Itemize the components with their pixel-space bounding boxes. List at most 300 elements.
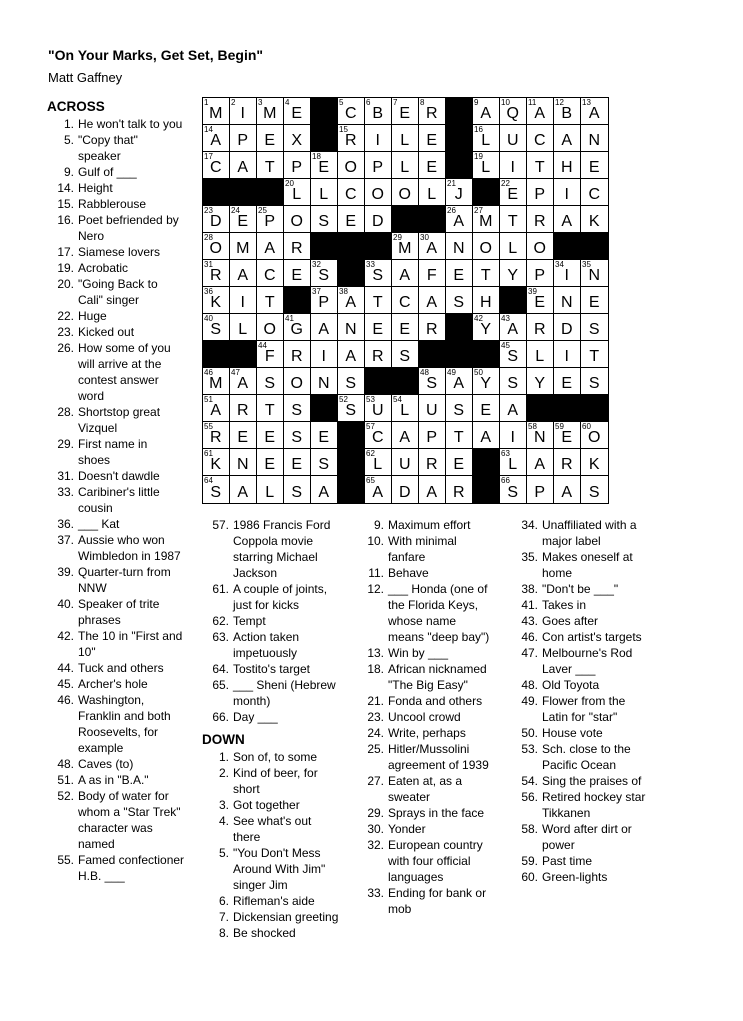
down-clue: [357, 581, 512, 645]
grid-cell[interactable]: [527, 422, 554, 449]
grid-cell[interactable]: [284, 368, 311, 395]
cell-letter: S: [264, 375, 276, 392]
cell-number: 29: [393, 233, 402, 242]
cell-letter: M: [236, 240, 250, 257]
down-clue: [202, 765, 357, 797]
clue-number: 40.: [57, 597, 74, 611]
grid-cell[interactable]: [419, 98, 446, 125]
grid-cell[interactable]: [554, 152, 581, 179]
black-square: [473, 476, 500, 503]
grid-cell[interactable]: [203, 395, 230, 422]
grid-cell[interactable]: [365, 314, 392, 341]
cell-letter: O: [371, 186, 385, 203]
grid-cell[interactable]: [554, 179, 581, 206]
grid-cell[interactable]: [230, 368, 257, 395]
grid-cell[interactable]: [473, 314, 500, 341]
cell-letter: O: [344, 159, 358, 176]
grid-cell[interactable]: [203, 125, 230, 152]
cell-letter: K: [588, 213, 601, 230]
across-clue: [202, 677, 357, 709]
grid-cell[interactable]: [500, 233, 527, 260]
grid-cell[interactable]: [230, 98, 257, 125]
grid-cell[interactable]: [473, 395, 500, 422]
grid-cell[interactable]: [311, 422, 338, 449]
grid-cell[interactable]: [338, 314, 365, 341]
grid-cell[interactable]: [203, 449, 230, 476]
grid-cell[interactable]: [527, 233, 554, 260]
black-square: [446, 152, 473, 179]
grid-cell[interactable]: [365, 395, 392, 422]
grid-cell[interactable]: [392, 125, 419, 152]
cell-number: 27: [474, 206, 483, 215]
grid-cell[interactable]: [446, 179, 473, 206]
grid-cell[interactable]: [419, 179, 446, 206]
grid-cell[interactable]: [284, 449, 311, 476]
cell-letter: R: [452, 484, 466, 501]
grid-cell[interactable]: [311, 206, 338, 233]
cell-letter: T: [589, 348, 600, 365]
grid-cell[interactable]: [257, 233, 284, 260]
grid-cell[interactable]: [446, 368, 473, 395]
cell-number: 37: [312, 287, 321, 296]
down-clue: [357, 517, 512, 533]
puzzle-author: Matt Gaffney: [48, 70, 123, 85]
grid-cell[interactable]: [230, 206, 257, 233]
grid-cell[interactable]: [203, 422, 230, 449]
clue-number: 56.: [521, 790, 538, 804]
cell-number: 44: [258, 341, 267, 350]
cell-letter: R: [209, 267, 223, 284]
cell-letter: X: [291, 132, 303, 149]
grid-cell[interactable]: [446, 395, 473, 422]
clue-number: 9.: [373, 518, 384, 532]
grid-cell[interactable]: [554, 341, 581, 368]
clue-text-line: "The Big Easy": [388, 678, 468, 692]
grid-cell[interactable]: [257, 395, 284, 422]
grid-cell[interactable]: [257, 152, 284, 179]
grid-cell[interactable]: [527, 206, 554, 233]
cell-number: 11: [528, 98, 537, 107]
grid-cell[interactable]: [554, 449, 581, 476]
grid-cell[interactable]: [365, 422, 392, 449]
grid-cell[interactable]: [446, 206, 473, 233]
down-clue: [511, 517, 661, 549]
grid-cell[interactable]: [473, 152, 500, 179]
grid-cell[interactable]: [338, 287, 365, 314]
cell-letter: E: [318, 429, 330, 446]
clue-text-line: Sch. close to the: [542, 742, 631, 756]
clue-text-line: Day ___: [233, 710, 278, 724]
grid-cell[interactable]: [365, 341, 392, 368]
cell-letter: S: [399, 348, 411, 365]
grid-cell[interactable]: [392, 287, 419, 314]
grid-cell[interactable]: [203, 260, 230, 287]
grid-cell[interactable]: [338, 179, 365, 206]
grid-cell[interactable]: [392, 395, 419, 422]
grid-cell[interactable]: [311, 368, 338, 395]
clue-number: 41.: [521, 598, 538, 612]
across-clue: [47, 628, 197, 660]
across-clue: [47, 340, 197, 404]
clue-text-line: Vizquel: [78, 421, 118, 435]
grid-cell[interactable]: [338, 395, 365, 422]
black-square: [338, 233, 365, 260]
grid-cell[interactable]: [554, 476, 581, 503]
cell-letter: U: [398, 456, 412, 473]
grid-cell[interactable]: [365, 449, 392, 476]
grid-cell[interactable]: [338, 341, 365, 368]
grid-cell[interactable]: [581, 476, 608, 503]
grid-cell[interactable]: [392, 476, 419, 503]
cell-letter: R: [560, 456, 574, 473]
grid-cell[interactable]: [365, 287, 392, 314]
clue-number: 33.: [367, 886, 384, 900]
grid-cell[interactable]: [230, 260, 257, 287]
grid-cell[interactable]: [284, 152, 311, 179]
grid-cell[interactable]: [257, 206, 284, 233]
grid-cell[interactable]: [392, 422, 419, 449]
clue-number: 1.: [63, 117, 74, 131]
grid-cell[interactable]: [500, 206, 527, 233]
grid-cell[interactable]: [365, 125, 392, 152]
clue-number: 60.: [521, 870, 538, 884]
down-clue: [357, 709, 512, 725]
clue-text-line: Ending for bank or: [388, 886, 487, 900]
grid-cell[interactable]: [581, 179, 608, 206]
down-clue: [511, 645, 661, 677]
grid-cell[interactable]: [554, 287, 581, 314]
grid-cell[interactable]: [500, 368, 527, 395]
grid-cell[interactable]: [257, 368, 284, 395]
grid-cell[interactable]: [392, 233, 419, 260]
grid-cell[interactable]: [284, 125, 311, 152]
grid-cell[interactable]: [230, 233, 257, 260]
cell-number: 32: [312, 260, 321, 269]
grid-cell[interactable]: [284, 98, 311, 125]
black-square: [203, 341, 230, 368]
cell-letter: L: [292, 186, 302, 203]
grid-cell[interactable]: [527, 152, 554, 179]
grid-cell[interactable]: [230, 422, 257, 449]
clue-number: 18.: [367, 662, 384, 676]
clue-text-line: Archer's hole: [78, 677, 148, 691]
grid-cell[interactable]: [419, 395, 446, 422]
clue-number: 59.: [521, 854, 538, 868]
cell-letter: T: [453, 429, 465, 446]
grid-cell[interactable]: [284, 206, 311, 233]
grid-cell[interactable]: [284, 179, 311, 206]
grid-cell[interactable]: [311, 476, 338, 503]
grid-cell[interactable]: [581, 206, 608, 233]
grid-cell[interactable]: [419, 476, 446, 503]
cell-number: 39: [528, 287, 537, 296]
grid-cell[interactable]: [500, 341, 527, 368]
grid-cell[interactable]: [230, 287, 257, 314]
cell-letter: P: [534, 484, 546, 501]
grid-cell[interactable]: [230, 152, 257, 179]
grid-cell[interactable]: [338, 152, 365, 179]
clue-text-line: Gulf of ___: [78, 165, 137, 179]
grid-cell[interactable]: [527, 449, 554, 476]
grid-cell[interactable]: [581, 314, 608, 341]
grid-cell[interactable]: [203, 314, 230, 341]
grid-cell[interactable]: [473, 287, 500, 314]
grid-cell[interactable]: [581, 449, 608, 476]
cell-letter: D: [209, 213, 223, 230]
cell-letter: A: [237, 159, 249, 176]
grid-cell[interactable]: [203, 368, 230, 395]
clue-number: 42.: [57, 629, 74, 643]
grid-cell[interactable]: [365, 98, 392, 125]
grid-cell[interactable]: [392, 152, 419, 179]
cell-number: 12: [555, 98, 564, 107]
grid-cell[interactable]: [365, 260, 392, 287]
grid-cell[interactable]: [338, 206, 365, 233]
grid-cell[interactable]: [257, 422, 284, 449]
grid-cell[interactable]: [419, 152, 446, 179]
grid-cell[interactable]: [392, 260, 419, 287]
grid-cell[interactable]: [527, 287, 554, 314]
clue-text-line: Yonder: [388, 822, 426, 836]
grid-cell[interactable]: [500, 449, 527, 476]
grid-cell[interactable]: [338, 125, 365, 152]
grid-cell[interactable]: [554, 98, 581, 125]
cell-letter: I: [564, 348, 570, 365]
grid-cell[interactable]: [527, 125, 554, 152]
grid-cell[interactable]: [365, 152, 392, 179]
grid-cell[interactable]: [284, 476, 311, 503]
cell-letter: E: [291, 456, 303, 473]
grid-cell[interactable]: [500, 98, 527, 125]
clue-text-line: Old Toyota: [542, 678, 600, 692]
grid-cell[interactable]: [554, 422, 581, 449]
grid-cell[interactable]: [554, 260, 581, 287]
down-clue: [511, 853, 661, 869]
cell-letter: A: [318, 321, 330, 338]
clue-number: 44.: [57, 661, 74, 675]
grid-cell[interactable]: [365, 179, 392, 206]
grid-cell[interactable]: [203, 152, 230, 179]
grid-cell[interactable]: [257, 98, 284, 125]
grid-cell[interactable]: [419, 422, 446, 449]
grid-cell[interactable]: [311, 287, 338, 314]
grid-cell[interactable]: [500, 476, 527, 503]
clue-number: 15.: [57, 197, 74, 211]
grid-cell[interactable]: [284, 395, 311, 422]
down-clue: [511, 821, 661, 853]
grid-cell[interactable]: [419, 314, 446, 341]
cell-number: 18: [312, 152, 321, 161]
clue-text-line: Uncool crowd: [388, 710, 461, 724]
grid-cell[interactable]: [473, 368, 500, 395]
grid-cell[interactable]: [419, 449, 446, 476]
grid-cell[interactable]: [554, 368, 581, 395]
down-header: DOWN: [202, 732, 245, 747]
grid-cell[interactable]: [311, 152, 338, 179]
grid-cell[interactable]: [527, 476, 554, 503]
grid-cell[interactable]: [311, 314, 338, 341]
grid-cell[interactable]: [527, 179, 554, 206]
clue-text-line: just for kicks: [233, 598, 300, 612]
grid-cell[interactable]: [527, 314, 554, 341]
grid-cell[interactable]: [230, 476, 257, 503]
grid-cell[interactable]: [419, 287, 446, 314]
grid-cell[interactable]: [527, 98, 554, 125]
grid-cell[interactable]: [581, 260, 608, 287]
cell-number: 49: [447, 368, 456, 377]
clue-text-line: mob: [388, 902, 412, 916]
grid-cell[interactable]: [392, 179, 419, 206]
grid-cell[interactable]: [500, 314, 527, 341]
cell-number: 20: [285, 179, 294, 188]
down-clue: [511, 629, 661, 645]
grid-cell[interactable]: [554, 314, 581, 341]
clue-text-line: 10": [78, 645, 96, 659]
cell-number: 24: [231, 206, 240, 215]
cell-letter: R: [425, 105, 439, 122]
grid-cell[interactable]: [581, 368, 608, 395]
down-clue: [357, 741, 512, 773]
grid-cell[interactable]: [554, 125, 581, 152]
grid-cell[interactable]: [257, 125, 284, 152]
cell-number: 15: [339, 125, 348, 134]
grid-cell[interactable]: [257, 260, 284, 287]
grid-cell[interactable]: [473, 98, 500, 125]
clue-text-line: impetuously: [233, 646, 298, 660]
grid-cell[interactable]: [419, 368, 446, 395]
grid-cell[interactable]: [311, 260, 338, 287]
cell-letter: E: [318, 159, 330, 176]
clue-number: 23.: [57, 325, 74, 339]
grid-cell[interactable]: [338, 98, 365, 125]
cell-letter: S: [345, 402, 357, 419]
clue-number: 17.: [57, 245, 74, 259]
grid-cell[interactable]: [230, 449, 257, 476]
cell-letter: K: [588, 456, 601, 473]
grid-cell[interactable]: [203, 476, 230, 503]
grid-cell[interactable]: [257, 341, 284, 368]
grid-cell[interactable]: [446, 449, 473, 476]
grid-cell[interactable]: [446, 260, 473, 287]
across-clue: [47, 564, 197, 596]
grid-cell[interactable]: [446, 422, 473, 449]
cell-letter: C: [263, 267, 277, 284]
grid-cell[interactable]: [527, 341, 554, 368]
grid-cell[interactable]: [473, 125, 500, 152]
grid-cell[interactable]: [473, 206, 500, 233]
clue-number: 24.: [367, 726, 384, 740]
grid-cell[interactable]: [392, 341, 419, 368]
grid-cell[interactable]: [203, 206, 230, 233]
grid-cell[interactable]: [257, 449, 284, 476]
grid-cell[interactable]: [500, 152, 527, 179]
grid-cell[interactable]: [230, 314, 257, 341]
cell-number: 34: [555, 260, 564, 269]
cell-letter: P: [291, 159, 303, 176]
grid-cell[interactable]: [446, 476, 473, 503]
grid-cell[interactable]: [230, 125, 257, 152]
down-clue: [202, 749, 357, 765]
grid-cell[interactable]: [284, 341, 311, 368]
grid-cell[interactable]: [284, 233, 311, 260]
grid-cell[interactable]: [500, 422, 527, 449]
grid-cell[interactable]: [257, 476, 284, 503]
grid-cell[interactable]: [473, 233, 500, 260]
cell-letter: E: [588, 159, 601, 176]
clue-text-line: Laver ___: [542, 662, 596, 676]
grid-cell[interactable]: [284, 422, 311, 449]
grid-cell[interactable]: [581, 422, 608, 449]
cell-number: 60: [582, 422, 591, 431]
grid-cell[interactable]: [581, 341, 608, 368]
down-clue: [202, 845, 357, 893]
cell-letter: A: [210, 132, 222, 149]
grid-cell[interactable]: [419, 260, 446, 287]
grid-cell[interactable]: [527, 260, 554, 287]
clue-number: 62.: [212, 614, 229, 628]
grid-cell[interactable]: [311, 341, 338, 368]
grid-cell[interactable]: [311, 449, 338, 476]
grid-cell[interactable]: [365, 476, 392, 503]
grid-cell[interactable]: [554, 206, 581, 233]
grid-cell[interactable]: [257, 314, 284, 341]
grid-cell[interactable]: [500, 395, 527, 422]
grid-cell[interactable]: [284, 260, 311, 287]
grid-cell[interactable]: [419, 233, 446, 260]
grid-cell[interactable]: [392, 314, 419, 341]
cell-letter: O: [398, 186, 412, 203]
clue-number: 6.: [218, 894, 229, 908]
grid-cell[interactable]: [338, 368, 365, 395]
cell-letter: A: [561, 213, 573, 230]
clue-text-line: House vote: [542, 726, 603, 740]
grid-cell[interactable]: [581, 125, 608, 152]
grid-cell[interactable]: [284, 314, 311, 341]
cell-letter: O: [588, 429, 601, 446]
grid-cell[interactable]: [392, 98, 419, 125]
grid-cell[interactable]: [500, 260, 527, 287]
grid-cell[interactable]: [203, 233, 230, 260]
grid-cell[interactable]: [311, 179, 338, 206]
grid-cell[interactable]: [500, 179, 527, 206]
grid-cell[interactable]: [581, 98, 608, 125]
clue-number: 11.: [368, 566, 384, 580]
grid-cell[interactable]: [392, 449, 419, 476]
down-clue: [511, 597, 661, 613]
grid-cell[interactable]: [500, 125, 527, 152]
grid-cell[interactable]: [257, 287, 284, 314]
grid-cell[interactable]: [473, 422, 500, 449]
grid-cell[interactable]: [203, 98, 230, 125]
grid-cell[interactable]: [419, 125, 446, 152]
black-square: [365, 368, 392, 395]
grid-cell[interactable]: [527, 368, 554, 395]
cell-letter: E: [399, 321, 411, 338]
cell-number: 9: [474, 98, 479, 107]
cell-letter: A: [507, 402, 519, 419]
grid-cell[interactable]: [473, 260, 500, 287]
grid-cell[interactable]: [365, 206, 392, 233]
grid-cell[interactable]: [581, 287, 608, 314]
cell-number: 22: [501, 179, 510, 188]
clue-text-line: Be shocked: [233, 926, 296, 940]
grid-cell[interactable]: [446, 287, 473, 314]
grid-cell[interactable]: [581, 152, 608, 179]
grid-cell[interactable]: [446, 233, 473, 260]
grid-cell[interactable]: [203, 287, 230, 314]
grid-cell[interactable]: [230, 395, 257, 422]
cell-number: 55: [204, 422, 213, 431]
